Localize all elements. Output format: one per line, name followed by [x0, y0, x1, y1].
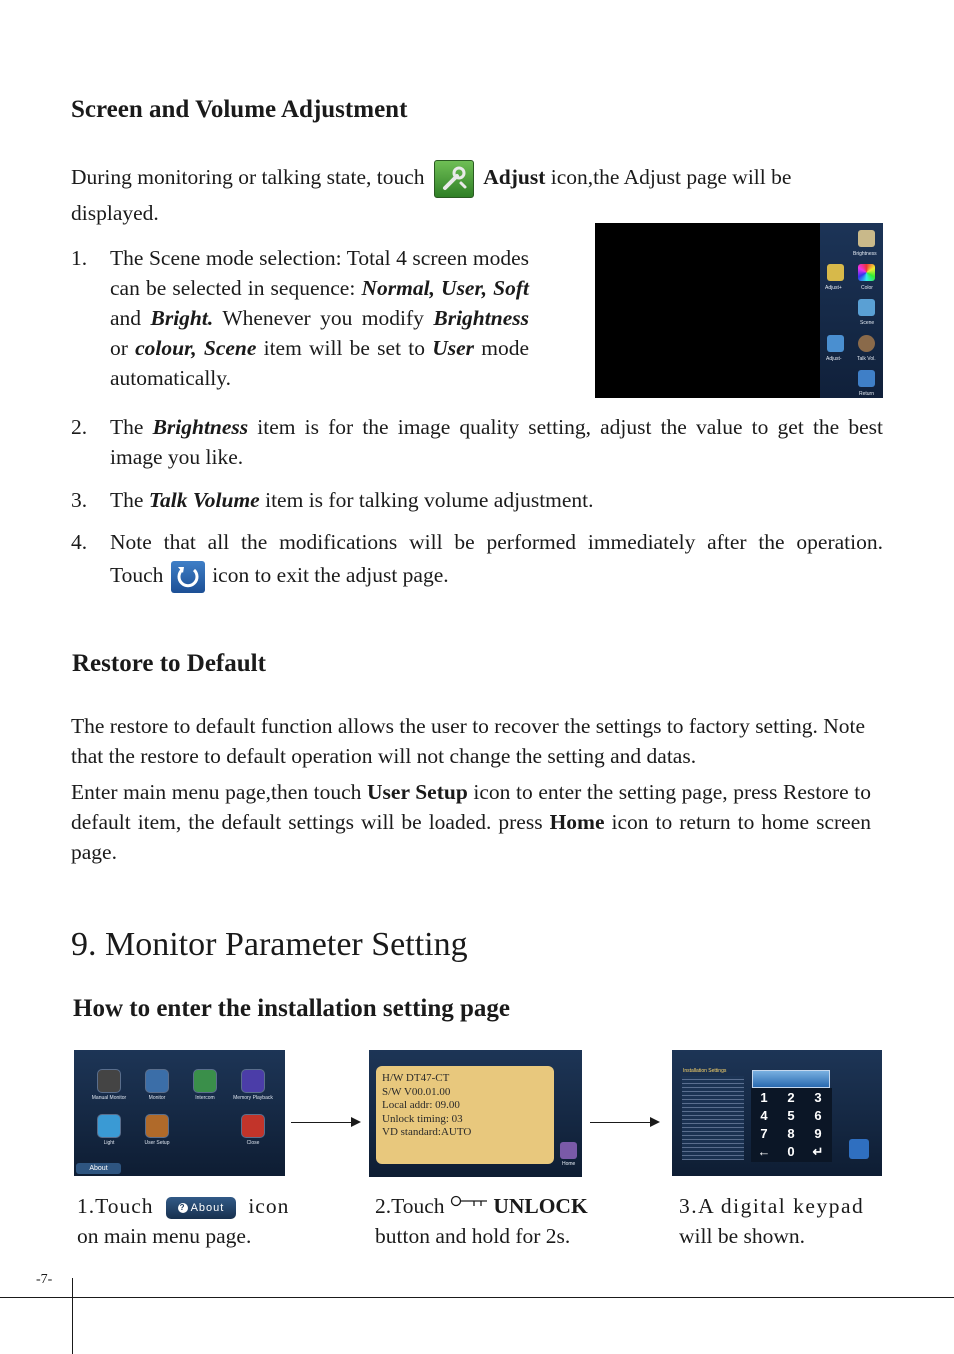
- key-4[interactable]: 4: [760, 1108, 768, 1123]
- caption-3: 3.A digital keypad will be shown.: [679, 1194, 865, 1248]
- intro-text-a: During monitoring or talking state, touch: [71, 164, 425, 189]
- keypad-screenshot: Installation Settings 1 2 3 4 5 6 7 8 9 ← 0 ↵: [672, 1050, 882, 1176]
- list-item-4: [71, 527, 883, 593]
- color-wheel-icon: [858, 264, 875, 281]
- talk-volume-icon: [858, 335, 875, 352]
- key-3[interactable]: 3: [814, 1090, 822, 1105]
- list-item-text: The Scene mode selection: Total 4 screen modes can be selected in sequence: Normal, User, Soft and Bright. Whenever you modify Brightness or colour, Scene item will be set to User mode automatically.: [110, 246, 529, 390]
- intro-text-d: displayed.: [71, 201, 159, 225]
- list-item-1: [71, 243, 529, 393]
- home-icon[interactable]: [560, 1142, 577, 1159]
- list-number: 3.: [71, 488, 88, 512]
- return-icon[interactable]: [849, 1139, 869, 1159]
- caption-1: 1.Touch ? About icon on main menu page.: [77, 1194, 290, 1248]
- intro-text-c: icon,the Adjust page will be: [550, 164, 792, 189]
- info-screenshot: H/W DT47-CT S/W V00.01.00 Local addr: 09.00 Unlock timing: 03 VD standard:AUTO Home: [369, 1050, 582, 1177]
- brightness-icon: [858, 230, 875, 247]
- list-number: 1.: [71, 246, 88, 270]
- info-line: H/W DT47-CT: [382, 1072, 450, 1084]
- arrow-2: [590, 1122, 658, 1123]
- list-item-text: Note that all the modifications will be performed immediately after the operation.: [110, 530, 883, 554]
- user-setup-icon: [145, 1114, 169, 1138]
- list-item-text: The Brightness item is for the image quality setting, adjust the value to get the best image you like.: [110, 415, 883, 469]
- adjust-page-screenshot: [595, 223, 883, 398]
- key-7[interactable]: 7: [760, 1126, 768, 1141]
- footer-vertical-rule: [72, 1278, 73, 1354]
- section-title-restore-default: Restore to Default: [72, 650, 266, 677]
- footer-horizontal-rule: [0, 1297, 954, 1298]
- close-icon: [241, 1114, 265, 1138]
- list-item-3: [71, 485, 883, 515]
- adjust-plus-icon: [827, 264, 844, 281]
- info-card: [376, 1066, 554, 1164]
- list-number: 4.: [71, 530, 88, 554]
- scene-icon: [858, 299, 875, 316]
- manual-monitor-icon: [97, 1069, 121, 1093]
- return-icon: [858, 370, 875, 387]
- about-icon: ? About: [166, 1197, 236, 1219]
- restore-paragraph-2: Enter main menu page,then touch User Setup icon to enter the setting page, press Restore to default item, the default settings will be loaded. press Home icon to return to home screen page.: [71, 780, 871, 864]
- main-menu-screenshot: Manual Monitor Monitor Intercom Memory Playback Light User Setup Close About: [74, 1050, 285, 1176]
- key-enter[interactable]: ↵: [812, 1144, 824, 1159]
- list-item-2: [71, 412, 883, 472]
- key-icon: [450, 1195, 488, 1209]
- key-2[interactable]: 2: [787, 1090, 795, 1105]
- adjust-wrench-icon: [434, 160, 474, 198]
- keypad: [751, 1088, 832, 1162]
- info-line: VD standard:AUTO: [382, 1126, 472, 1138]
- key-6[interactable]: 6: [814, 1108, 822, 1123]
- intercom-icon: [193, 1069, 217, 1093]
- restore-paragraph-1: The restore to default function allows the user to recover the settings to factory setting. Note that the restore to default operation will not change the setting and datas.: [71, 714, 866, 768]
- key-0[interactable]: 0: [787, 1144, 795, 1159]
- info-line: Local addr: 09.00: [382, 1099, 460, 1111]
- intro-paragraph: [71, 160, 883, 228]
- arrow-1: [291, 1122, 359, 1123]
- intro-adjust-bold: Adjust: [483, 164, 546, 189]
- caption-2: 2.Touch UNLOCK button and hold for 2s.: [375, 1194, 588, 1248]
- light-icon: [97, 1114, 121, 1138]
- list-item-text: The Talk Volume item is for talking volume adjustment.: [110, 488, 594, 512]
- adjust-sidebar: Brightness Adjust+ Color Scene Adjust- Talk Vol. Return: [820, 223, 883, 398]
- chapter-title-monitor-parameter: 9. Monitor Parameter Setting: [71, 926, 468, 963]
- info-line: Unlock timing: 03: [382, 1112, 463, 1125]
- memory-playback-icon: [241, 1069, 265, 1093]
- monitor-icon: [145, 1069, 169, 1093]
- about-button[interactable]: About: [76, 1163, 121, 1174]
- keypad-display: [752, 1070, 830, 1088]
- section-title-installation: How to enter the installation setting page: [73, 995, 511, 1022]
- key-8[interactable]: 8: [787, 1126, 795, 1141]
- key-9[interactable]: 9: [814, 1126, 822, 1141]
- return-icon: [171, 561, 205, 593]
- settings-list: [682, 1076, 744, 1160]
- key-5[interactable]: 5: [787, 1108, 795, 1123]
- key-1[interactable]: 1: [760, 1090, 768, 1105]
- page-number: -7-: [36, 1272, 53, 1287]
- adjust-minus-icon: [827, 335, 844, 352]
- section-title-screen-volume: Screen and Volume Adjustment: [71, 96, 408, 123]
- key-backspace[interactable]: ←: [757, 1144, 771, 1159]
- list-number: 2.: [71, 415, 88, 439]
- list-item-text-line2: Touch icon to exit the adjust page.: [110, 557, 883, 593]
- info-line: S/W V00.01.00: [382, 1085, 451, 1098]
